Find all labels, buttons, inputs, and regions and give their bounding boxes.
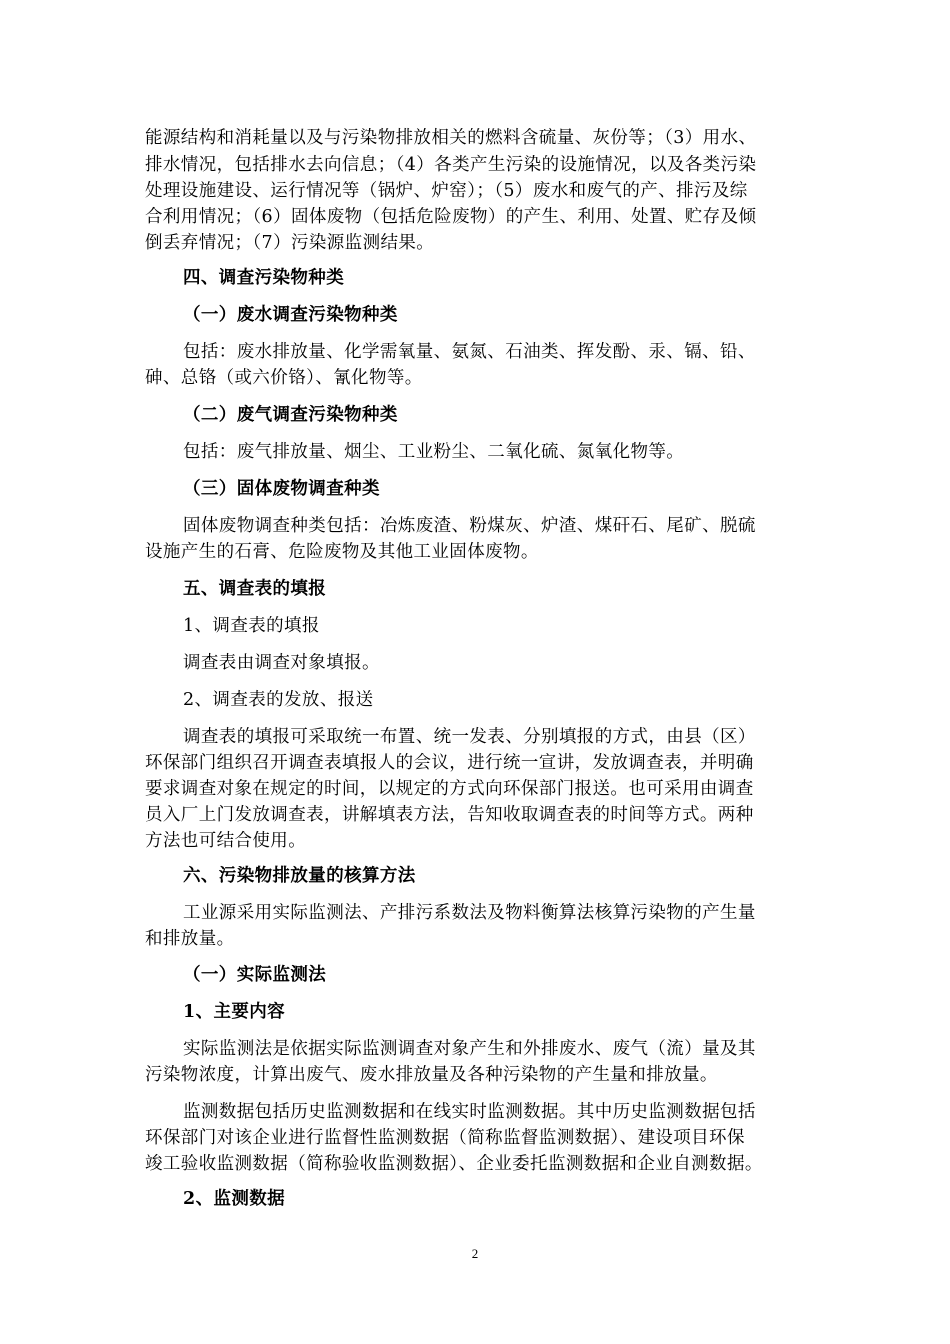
paragraph-line: 竣工验收监测数据（简称验收监测数据）、企业委托监测数据和企业自测数据。 (145, 1154, 763, 1174)
paragraph-line: 和排放量。 (145, 929, 235, 949)
paragraph-line: 方法也可结合使用。 (145, 831, 307, 851)
paragraph-line: 处理设施建设、运行情况等（锅炉、炉窑）；（5）废水和废气的产、排污及综 (145, 181, 748, 201)
section-heading: 五、调查表的填报 (183, 579, 327, 599)
paragraph-line: 合利用情况；（6）固体废物（包括危险废物）的产生、利用、处置、贮存及倾 (145, 207, 757, 227)
paragraph-line: 倒丢弃情况；（7）污染源监测结果。 (145, 233, 435, 253)
paragraph-line: 固体废物调查种类包括：冶炼废渣、粉煤灰、炉渣、煤矸石、尾矿、脱硫 (183, 516, 756, 536)
subsection-heading: （一）实际监测法 (183, 965, 327, 985)
section-heading: 六、污染物排放量的核算方法 (183, 866, 416, 886)
paragraph-line: 排水情况，包括排水去向信息；（4）各类产生污染的设施情况，以及各类污染 (145, 155, 757, 175)
paragraph-line: 员入厂上门发放调查表，讲解填表方法，告知收取调查表的时间等方式。两种 (145, 805, 754, 825)
paragraph-line: 环保部门组织召开调查表填报人的会议，进行统一宣讲，发放调查表，并明确 (145, 753, 754, 773)
paragraph-line: 监测数据包括历史监测数据和在线实时监测数据。其中历史监测数据包括 (183, 1102, 756, 1122)
paragraph-line: 工业源采用实际监测法、产排污系数法及物料衡算法核算污染物的产生量 (183, 903, 756, 923)
page-number: 2 (471, 1246, 479, 1261)
item-heading: 1、调查表的填报 (183, 616, 320, 636)
paragraph-line: 设施产生的石膏、危险废物及其他工业固体废物。 (145, 542, 539, 562)
paragraph-line: 要求调查对象在规定的时间，以规定的方式向环保部门报送。也可采用由调查 (145, 779, 754, 799)
paragraph-line: 砷、总铬（或六价铬）、氰化物等。 (145, 368, 423, 388)
paragraph-line: 包括：废水排放量、化学需氧量、氨氮、石油类、挥发酚、汞、镉、铅、 (183, 342, 756, 362)
subsection-heading: （三）固体废物调查种类 (183, 479, 380, 499)
subsection-heading: （一）废水调查污染物种类 (183, 305, 398, 325)
item-heading: 2、调查表的发放、报送 (183, 690, 374, 710)
section-heading: 四、调查污染物种类 (183, 268, 345, 288)
item-heading: 2、监测数据 (183, 1189, 286, 1209)
paragraph-line: 包括：废气排放量、烟尘、工业粉尘、二氧化硫、氮氧化物等。 (183, 442, 685, 462)
paragraph-line: 实际监测法是依据实际监测调查对象产生和外排废水、废气（流）量及其 (183, 1039, 756, 1059)
item-heading: 1、主要内容 (183, 1002, 286, 1022)
paragraph-line: 调查表的填报可采取统一布置、统一发表、分别填报的方式，由县（区） (183, 727, 756, 747)
paragraph-line: 能源结构和消耗量以及与污染物排放相关的燃料含硫量、灰份等；（3）用水、 (145, 128, 757, 148)
paragraph-line: 污染物浓度，计算出废气、废水排放量及各种污染物的产生量和排放量。 (145, 1065, 718, 1085)
paragraph-line: 环保部门对该企业进行监督性监测数据（简称监督监测数据）、建设项目环保 (145, 1128, 745, 1148)
paragraph-line: 调查表由调查对象填报。 (183, 653, 380, 673)
subsection-heading: （二）废气调查污染物种类 (183, 405, 398, 425)
